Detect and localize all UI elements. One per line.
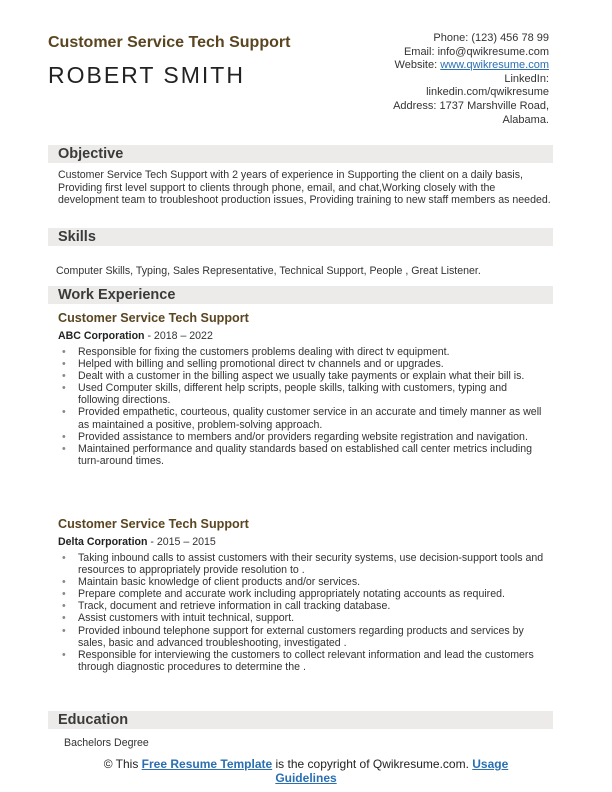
objective-heading: Objective <box>58 146 124 162</box>
list-item: • Assist customers with intuit technical, support. <box>58 612 548 624</box>
address-line1: 1737 Marshville Road, <box>439 99 549 112</box>
contact-block <box>329 32 549 127</box>
list-item: • Responsible for interviewing the customers to collect relevant information and lead the customers through diagnostic procedures to determine the . <box>58 649 548 673</box>
list-item: • Prepare complete and accurate work including appropriately notating accounts as required. <box>58 588 548 600</box>
list-item: • Responsible for fixing the customers problems dealing with direct tv equipment. <box>58 346 548 358</box>
list-item: • Maintained performance and quality standards based on established call center metrics including turn-around times. <box>58 443 548 467</box>
usage-guidelines-link-part1[interactable]: Usage <box>472 757 509 771</box>
skills-heading: Skills <box>58 229 96 245</box>
list-item: • Maintain basic knowledge of client products and/or services. <box>58 576 548 588</box>
email-value: info@qwikresume.com <box>437 45 549 58</box>
list-item: • Track, document and retrieve information in call tracking database. <box>58 600 548 612</box>
website-label: Website: <box>394 59 438 72</box>
company-name-1: ABC Corporation <box>58 330 145 342</box>
company-dates-1: - 2018 – 2022 <box>144 330 213 342</box>
list-item: • Provided assistance to members and/or providers regarding website registration and navigation. <box>58 431 548 443</box>
company-name-2: Delta Corporation <box>58 536 148 548</box>
skills-section-header <box>48 228 553 246</box>
job-bullets-2 <box>58 552 548 673</box>
job-title-1: Customer Service Tech Support <box>58 311 249 325</box>
address-line <box>329 100 549 114</box>
website-link[interactable]: www.qwikresume.com <box>440 59 549 72</box>
email-line <box>329 46 549 60</box>
objective-section-header <box>48 145 553 163</box>
list-item: • Used Computer skills, different help scripts, people skills, talking with customers, typing and following directions. <box>58 382 548 406</box>
usage-guidelines-link-part2[interactable]: Guidelines <box>275 771 337 785</box>
job-bullets-1 <box>58 346 548 467</box>
copyright-footer <box>0 757 612 785</box>
address-label: Address: <box>393 99 437 112</box>
job-title-2: Customer Service Tech Support <box>58 517 249 531</box>
address-line2: Alabama. <box>502 113 549 126</box>
phone-line <box>329 32 549 46</box>
experience-heading: Work Experience <box>58 287 176 303</box>
linkedin-value: linkedin.com/qwikresume <box>426 86 549 99</box>
footer-prefix: © This <box>103 757 142 771</box>
candidate-name: ROBERT SMITH <box>48 62 245 88</box>
phone-label: Phone: <box>433 32 469 44</box>
free-resume-template-link[interactable]: Free Resume Template <box>141 757 273 771</box>
objective-text: Customer Service Tech Support with 2 years of experience in Supporting the client on a daily basis, Providing first level support to clients through phone, email, and chat,Working closely with the development team to troubleshoot production issues, Providing training to new staff members as needed. <box>58 169 551 207</box>
company-dates-2: - 2015 – 2015 <box>147 536 216 548</box>
phone-value: (123) 456 78 99 <box>471 32 549 44</box>
email-label: Email: <box>403 45 435 58</box>
education-degree: Bachelors Degree <box>64 737 149 749</box>
experience-section-header <box>48 286 553 304</box>
linkedin-label: LinkedIn: <box>504 72 549 85</box>
education-heading: Education <box>58 712 129 728</box>
skills-text: Computer Skills, Typing, Sales Representative, Technical Support, People , Great Listener. <box>56 265 481 277</box>
list-item: • Provided empathetic, courteous, quality customer service in an accurate and timely manner as well as maintained a positive, problem-solving approach. <box>58 406 548 430</box>
list-item: • Provided inbound telephone support for external customers regarding products and services by sales, basic and advanced troubleshooting, investigated . <box>58 625 548 649</box>
footer-middle: is the copyright of Qwikresume.com. <box>272 757 473 771</box>
company-line-2 <box>58 536 216 548</box>
company-line-1 <box>58 330 213 342</box>
website-line <box>329 59 549 73</box>
list-item: • Dealt with a customer in the billing aspect we usually take payments or explain what their bill is. <box>58 370 548 382</box>
list-item: • Helped with billing and selling promotional direct tv channels and or upgrades. <box>58 358 548 370</box>
resume-job-title: Customer Service Tech Support <box>48 34 291 51</box>
education-section-header <box>48 711 553 729</box>
list-item: • Taking inbound calls to assist customers with their security systems, use decision-support tools and resources to appropriately provide resolution to . <box>58 552 548 576</box>
